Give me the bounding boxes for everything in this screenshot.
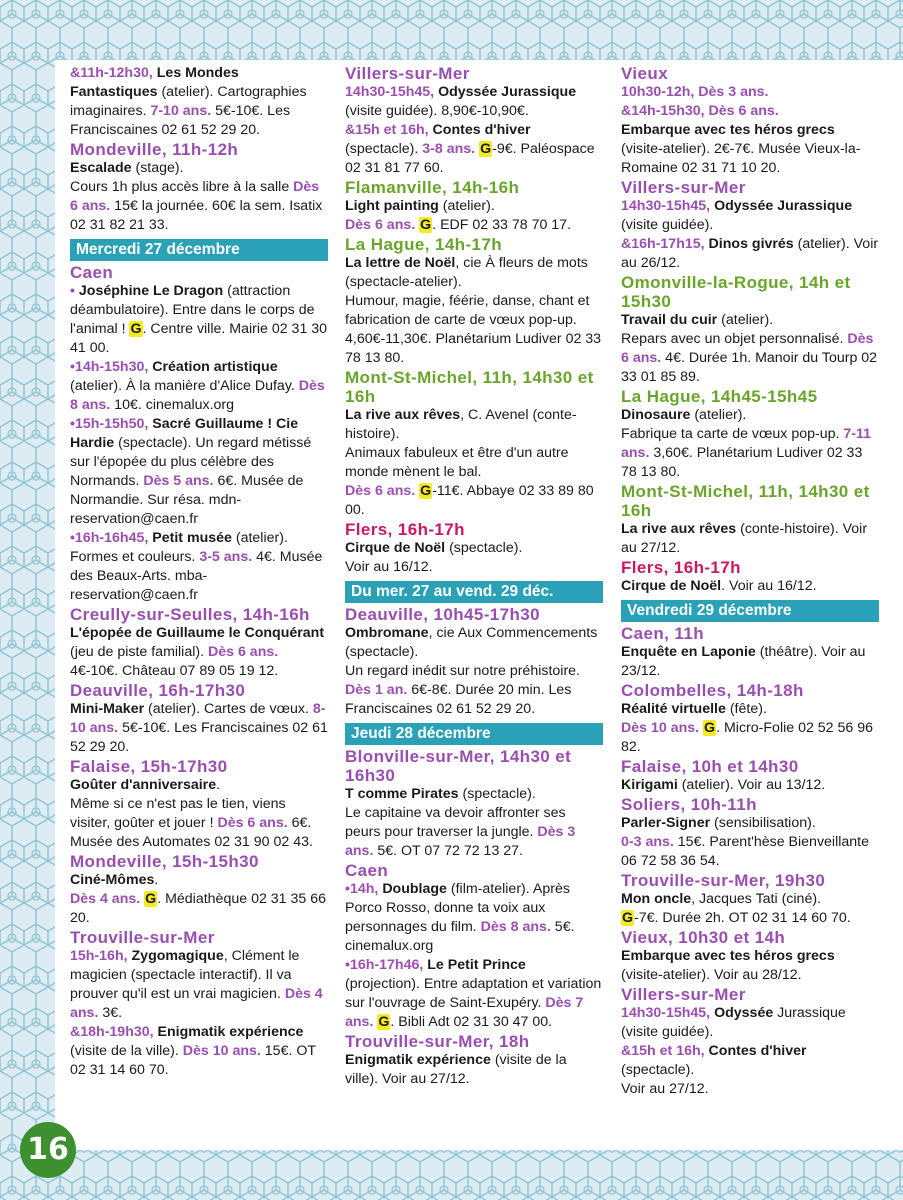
event-josephine <box>70 282 328 358</box>
age-label: Dès 6 ans. <box>708 103 779 119</box>
free-badge: G <box>704 720 716 736</box>
event-desc: (visite de la ville). Voir au 27/12. <box>345 1052 567 1087</box>
event-info: 4€. Durée 1h. Manoir du Tourp 02 33 01 85 89. <box>621 350 878 385</box>
event-cirque-2 <box>621 577 879 596</box>
event-time: 10h30-12h, <box>621 84 695 100</box>
town-heading: Mondeville, 11h-12h <box>70 140 239 159</box>
town-heading: Flamanville, 14h-16h <box>345 178 520 197</box>
event-desc: , cie Aux Commencements (spectacle). <box>345 625 598 660</box>
event-title: Travail du cuir <box>621 312 718 328</box>
event-time: &18h-19h30, <box>70 1024 154 1040</box>
event-desc: (spectacle). <box>345 141 423 157</box>
event-time: 14h30-15h45, <box>621 1005 711 1021</box>
town-heading: Blonville-sur-Mer, 14h30 et 16h30 <box>345 747 572 785</box>
event-title: Contes d'hiver <box>708 1043 807 1059</box>
event-title: Goûter d'anniversaire <box>70 777 217 793</box>
age-label: Dès 8 ans. <box>480 919 551 935</box>
free-badge: G <box>378 1014 390 1030</box>
event-desc: . <box>154 872 159 888</box>
event-title: Ciné-Mômes <box>70 872 155 888</box>
town-heading: Vieux, 10h30 et 14h <box>621 928 786 947</box>
event-title: Mon oncle <box>621 891 692 907</box>
event-desc: Humour, magie, féérie, danse, chant et fabrication de carte de vœux pop-up. 4,60€-11,30€. Planétarium Ludiver 02 33 78 13 80. <box>345 293 602 366</box>
age-label: Dès 8 ans. <box>70 378 325 413</box>
age-label: 0-3 ans. <box>621 834 674 850</box>
town-heading: Deauville, 16h-17h30 <box>70 681 246 700</box>
event-info: 15€ la journée. 60€ la sem. Isatix 02 31 82 21 33. <box>70 198 323 233</box>
event-mini-maker <box>70 700 328 757</box>
event-gouter <box>70 776 328 852</box>
event-kirigami <box>621 776 879 795</box>
page-number-badge: 16 <box>20 1122 76 1178</box>
event-title: La rive aux rêves <box>621 521 737 537</box>
event-t-comme-pirates <box>345 785 603 861</box>
event-info: . EDF 02 33 78 70 17. <box>432 217 572 233</box>
event-info: 15€. OT 02 31 14 60 70. <box>70 1043 316 1078</box>
event-title: Joséphine Le Dragon <box>78 283 224 299</box>
town-heading: La Hague, 14h45-15h45 <box>621 387 818 406</box>
event-desc: Un regard inédit sur notre préhistoire. <box>345 663 581 679</box>
event-desc: (conte-histoire). Voir au 27/12. <box>621 521 868 556</box>
event-title: Cirque de Noël <box>621 578 722 594</box>
event-info: . Médiathèque 02 31 35 66 20. <box>70 891 327 926</box>
event-title: Contes d'hiver <box>432 122 531 138</box>
event-desc: , cie À fleurs de mots (spectacle-atelier). <box>345 255 588 290</box>
event-desc: (spectacle). <box>458 786 536 802</box>
event-cine-momes <box>70 871 328 928</box>
event-time: 14h30-15h45, <box>621 198 711 214</box>
age-label: 7-10 ans. <box>150 103 212 119</box>
age-label: 3-5 ans. <box>199 549 253 565</box>
event-title: L'épopée de Guillaume le Conquérant <box>70 625 325 641</box>
event-info: 15€. Parent'hèse Bienveillante 06 72 58 36 54. <box>621 834 870 869</box>
age-label: Dès 10 ans. <box>182 1043 261 1059</box>
event-desc: (jeu de piste familial). <box>70 644 208 660</box>
event-time: 15h-16h, <box>70 948 128 964</box>
event-lettre-noel <box>345 254 603 368</box>
age-label: Dès 4 ans. <box>70 891 141 907</box>
event-title: La lettre de Noël <box>345 255 456 271</box>
event-mon-oncle <box>621 890 879 928</box>
event-title: Enigmatik expérience <box>345 1052 491 1068</box>
age-label: Dès 4 ans. <box>70 986 323 1021</box>
event-desc: (atelier). <box>717 312 774 328</box>
event-title: Ombromane <box>345 625 429 641</box>
event-title: Petit musée <box>152 530 232 546</box>
event-title: Enquête en Laponie <box>621 644 756 660</box>
event-info: -9€. Paléospace 02 31 81 77 60. <box>345 141 595 176</box>
event-info: 10€. cinemalux.org <box>110 397 235 413</box>
event-zygomagique <box>70 947 328 1023</box>
event-desc: (atelier). Voir au 13/12. <box>677 777 826 793</box>
event-desc: (atelier). Cartographies imaginaires. <box>70 84 307 119</box>
free-badge: G <box>480 141 492 157</box>
event-desc: (atelier). Cartes de vœux. <box>144 701 313 717</box>
age-label: Dès 5 ans. <box>143 473 214 489</box>
event-ombromane <box>345 624 603 719</box>
event-enigmatik-2 <box>345 1051 603 1089</box>
event-title: Doublage <box>382 881 447 897</box>
event-time: &15h et 16h, <box>345 122 429 138</box>
event-desc: Le capitaine va devoir affronter ses peurs pour traverser la jungle. <box>345 805 566 840</box>
event-vieux-times <box>621 83 879 178</box>
town-heading: Flers, 16h-17h <box>345 520 465 539</box>
event-info: 6€. Musée des Automates 02 31 90 02 43. <box>70 815 313 850</box>
date-bar: Jeudi 28 décembre <box>345 723 603 745</box>
event-info: 6€. Musée de Normandie. Sur résa. mdn-reservation@caen.fr <box>70 473 304 527</box>
event-desc: Voir au 16/12. <box>345 559 433 575</box>
event-info: . Micro-Folie 02 52 56 96 82. <box>621 720 874 755</box>
event-mondes-fantastiques <box>70 64 328 140</box>
event-title: Cirque de Noël <box>345 540 446 556</box>
event-desc: Animaux fabuleux et être d'un autre monde mènent le bal. <box>345 445 569 480</box>
town-heading: Mont-St-Michel, 11h, 14h30 et 16h <box>345 368 594 406</box>
event-desc: (théâtre). Voir au 23/12. <box>621 644 866 679</box>
event-info: 4€. Musée des Beaux-Arts. mba-reservation@caen.fr <box>70 549 323 603</box>
event-petit-prince <box>345 956 603 1032</box>
free-badge: G <box>130 321 142 337</box>
town-heading: Caen <box>70 263 114 282</box>
free-badge: G <box>145 891 157 907</box>
town-heading: Trouville-sur-Mer <box>70 928 215 947</box>
free-badge: G <box>420 217 432 233</box>
event-info: . Centre ville. Mairie 02 31 30 41 00. <box>70 321 328 356</box>
event-odyssee-3 <box>621 1004 879 1042</box>
event-desc: (atelier). <box>438 198 495 214</box>
event-title: T comme Pirates <box>345 786 459 802</box>
town-heading: Mont-St-Michel, 11h, 14h30 et 16h <box>621 482 870 520</box>
event-desc: , Clément le magicien (spectacle interactif). Il va prouver qu'il est un vrai magicien. <box>70 948 300 1002</box>
event-title: Le Petit Prince <box>427 957 526 973</box>
event-title: Light painting <box>345 198 439 214</box>
town-heading: Flers, 16h-17h <box>621 558 741 577</box>
event-desc: Fabrique ta carte de vœux pop-up. <box>621 426 844 442</box>
event-title: Escalade <box>70 160 132 176</box>
event-enigmatik <box>70 1023 328 1080</box>
event-dinos-givres <box>621 235 879 273</box>
age-label: Dès 1 an. <box>345 682 408 698</box>
event-desc: (atelier). Formes et couleurs. <box>70 530 288 565</box>
event-time: •14h, <box>345 881 379 897</box>
event-time: •16h-17h46, <box>345 957 424 973</box>
event-desc: (sensibilisation). <box>710 815 816 831</box>
event-title: Dinosaure <box>621 407 691 423</box>
column-2 <box>345 64 603 1089</box>
event-info: -11€. Abbaye 02 33 89 80 00. <box>345 483 594 518</box>
town-heading: Vieux <box>621 64 669 83</box>
town-heading: Villers-sur-Mer <box>621 985 746 1004</box>
event-title: Embarque avec tes héros grecs <box>621 948 835 964</box>
column-1 <box>70 64 328 1080</box>
event-title: Parler-Signer <box>621 815 711 831</box>
event-info: 6€-8€. Durée 20 min. Les Franciscaines 02 61 52 29 20. <box>345 682 572 717</box>
event-time: &15h et 16h, <box>621 1043 705 1059</box>
event-desc: (visite de la ville). <box>70 1043 183 1059</box>
event-desc: . Voir au 16/12. <box>721 578 817 594</box>
town-heading: Villers-sur-Mer <box>345 64 470 83</box>
event-title: Odyssée Jurassique <box>438 84 577 100</box>
event-cirque <box>345 539 603 577</box>
town-heading: Soliers, 10h-11h <box>621 795 757 814</box>
event-desc: (visite-atelier). 2€-7€. Musée Vieux-la-Romaine 02 31 71 10 20. <box>621 141 861 176</box>
event-time: •15h-15h50, <box>70 416 149 432</box>
event-info: 3,60€. Planétarium Ludiver 02 33 78 13 80. <box>621 445 863 480</box>
age-label: 7-11 ans. <box>621 426 872 461</box>
town-heading: Creully-sur-Seulles, 14h-16h <box>70 605 310 624</box>
town-heading: Caen <box>345 861 389 880</box>
town-heading: Caen, 11h <box>621 624 704 643</box>
date-bar: Du mer. 27 au vend. 29 déc. <box>345 581 603 603</box>
town-heading: Trouville-sur-Mer, 18h <box>345 1032 530 1051</box>
event-time: &14h-15h30, <box>621 103 705 119</box>
event-title: Création artistique <box>152 359 278 375</box>
event-title: Mini-Maker <box>70 701 145 717</box>
event-desc: (spectacle). Un regard métissé sur l'épopée du plus célèbre des Normands. <box>70 435 312 489</box>
age-label: 3-8 ans. <box>422 141 476 157</box>
event-info: 4€-10€. Château 07 89 05 19 12. <box>70 663 279 679</box>
event-rive-reves-2 <box>621 520 879 558</box>
event-escalade <box>70 159 328 235</box>
event-rive-reves <box>345 406 603 520</box>
event-desc: (fête). <box>725 701 767 717</box>
age-label: Dès 6 ans. <box>208 644 279 660</box>
town-heading: Villers-sur-Mer <box>621 178 746 197</box>
event-title: Embarque avec tes héros grecs <box>621 122 835 138</box>
town-heading: La Hague, 14h-17h <box>345 235 503 254</box>
event-desc: (film-atelier). Après Porco Rosso, donne ta voix aux personnages du film. <box>345 881 570 935</box>
event-enquete-laponie <box>621 643 879 681</box>
event-time: &11h-12h30, <box>70 65 153 81</box>
date-bar: Mercredi 27 décembre <box>70 239 328 261</box>
event-desc: (attraction déambulatoire). Entre dans le corps de l'animal ! <box>70 283 315 337</box>
event-desc: (projection). Entre adaptation et variation sur l'ouvrage de Saint-Exupéry. <box>345 976 602 1011</box>
date-bar: Vendredi 29 décembre <box>621 600 879 622</box>
event-title: Enigmatik expérience <box>157 1024 304 1040</box>
event-parler-signer <box>621 814 879 871</box>
event-heros-grecs-2 <box>621 947 879 985</box>
town-heading: Trouville-sur-Mer, 19h30 <box>621 871 826 890</box>
age-label: Dès 7 ans. <box>345 995 584 1030</box>
event-desc: (atelier). <box>690 407 747 423</box>
event-desc: , Jacques Tati (ciné). <box>691 891 822 907</box>
event-travail-cuir <box>621 311 879 387</box>
age-label: Dès 6 ans. <box>621 331 874 366</box>
event-desc: Cours 1h plus accès libre à la salle <box>70 179 294 195</box>
event-doublage <box>345 880 603 956</box>
event-odyssee-2 <box>621 197 879 235</box>
event-title: Réalité virtuelle <box>621 701 726 717</box>
age-label: 8-10 ans. <box>70 701 326 736</box>
event-desc: Jurassique (visite guidée). <box>621 1005 846 1040</box>
event-sacre-guillaume <box>70 415 328 529</box>
event-info: 3€. <box>98 1005 123 1021</box>
event-time: •14h-15h30, <box>70 359 149 375</box>
age-label: Dès 10 ans. <box>621 720 700 736</box>
age-label: Dès 6 ans. <box>70 179 320 214</box>
event-title: Odyssée Jurassique <box>714 198 853 214</box>
event-info: 5€. cinemalux.org <box>345 919 575 954</box>
event-desc: (atelier). Voir au 26/12. <box>621 236 879 271</box>
event-desc: Même si ce n'est pas le tien, viens visiter, goûter et jouer ! <box>70 796 286 831</box>
event-desc: (visite-atelier). Voir au 28/12. <box>621 967 802 983</box>
town-heading: Omonville-la-Rogue, 14h et 15h30 <box>621 273 851 311</box>
town-heading: Colombelles, 14h-18h <box>621 681 804 700</box>
event-time: •16h-16h45, <box>70 530 149 546</box>
event-title: La rive aux rêves <box>345 407 461 423</box>
age-label: Dès 6 ans. <box>345 217 416 233</box>
event-info: 5€-10€. Les Franciscaines 02 61 52 29 20. <box>70 720 328 755</box>
event-odyssee <box>345 83 603 121</box>
town-heading: Deauville, 10h45-17h30 <box>345 605 540 624</box>
event-desc: . <box>216 777 221 793</box>
event-desc: Voir au 27/12. <box>621 1081 709 1097</box>
event-desc: , C. Avenel (conte-histoire). <box>345 407 577 442</box>
town-heading: Mondeville, 15h-15h30 <box>70 852 259 871</box>
column-3 <box>621 64 879 1099</box>
age-label: Dès 6 ans. <box>217 815 288 831</box>
event-realite-virtuelle <box>621 700 879 757</box>
bullet: • <box>70 283 75 299</box>
event-creation-artistique <box>70 358 328 415</box>
event-info: 5€. OT 07 72 72 13 27. <box>373 843 523 859</box>
free-badge: G <box>420 483 432 499</box>
event-petit-musee <box>70 529 328 605</box>
event-contes-hiver <box>345 121 603 178</box>
event-info: 5€-10€. Les Franciscaines 02 61 52 29 20. <box>70 103 291 138</box>
event-info: . Bibli Adt 02 31 30 47 00. <box>390 1014 553 1030</box>
age-label: Dès 6 ans. <box>345 483 416 499</box>
age-label: Dès 3 ans. <box>345 824 576 859</box>
free-badge: G <box>622 910 634 926</box>
event-title: Odyssée <box>714 1005 774 1021</box>
event-desc: Repars avec un objet personnalisé. <box>621 331 848 347</box>
event-time: &16h-17h15, <box>621 236 705 252</box>
event-desc: (spectacle). <box>445 540 523 556</box>
event-desc: (atelier). À la manière d'Alice Dufay. <box>70 378 299 394</box>
town-heading: Falaise, 10h et 14h30 <box>621 757 799 776</box>
event-light-painting <box>345 197 603 235</box>
event-epopee <box>70 624 328 681</box>
town-heading: Falaise, 15h-17h30 <box>70 757 228 776</box>
event-desc: (stage). <box>131 160 184 176</box>
event-title: Kirigami <box>621 777 678 793</box>
event-title: Sacré Guillaume ! Cie Hardie <box>70 416 299 451</box>
event-desc: (visite guidée). <box>621 217 714 233</box>
event-desc: (spectacle). <box>621 1062 695 1078</box>
event-time: 14h30-15h45, <box>345 84 435 100</box>
age-label: Dès 3 ans. <box>698 84 769 100</box>
event-title: Zygomagique <box>131 948 224 964</box>
event-dinosaure <box>621 406 879 482</box>
event-title: Dinos givrés <box>708 236 794 252</box>
event-desc: (visite guidée). 8,90€-10,90€. <box>345 103 529 119</box>
event-contes-hiver-2 <box>621 1042 879 1099</box>
event-info: -7€. Durée 2h. OT 02 31 14 60 70. <box>634 910 851 926</box>
event-title: Les Mondes Fantastiques <box>70 65 239 100</box>
